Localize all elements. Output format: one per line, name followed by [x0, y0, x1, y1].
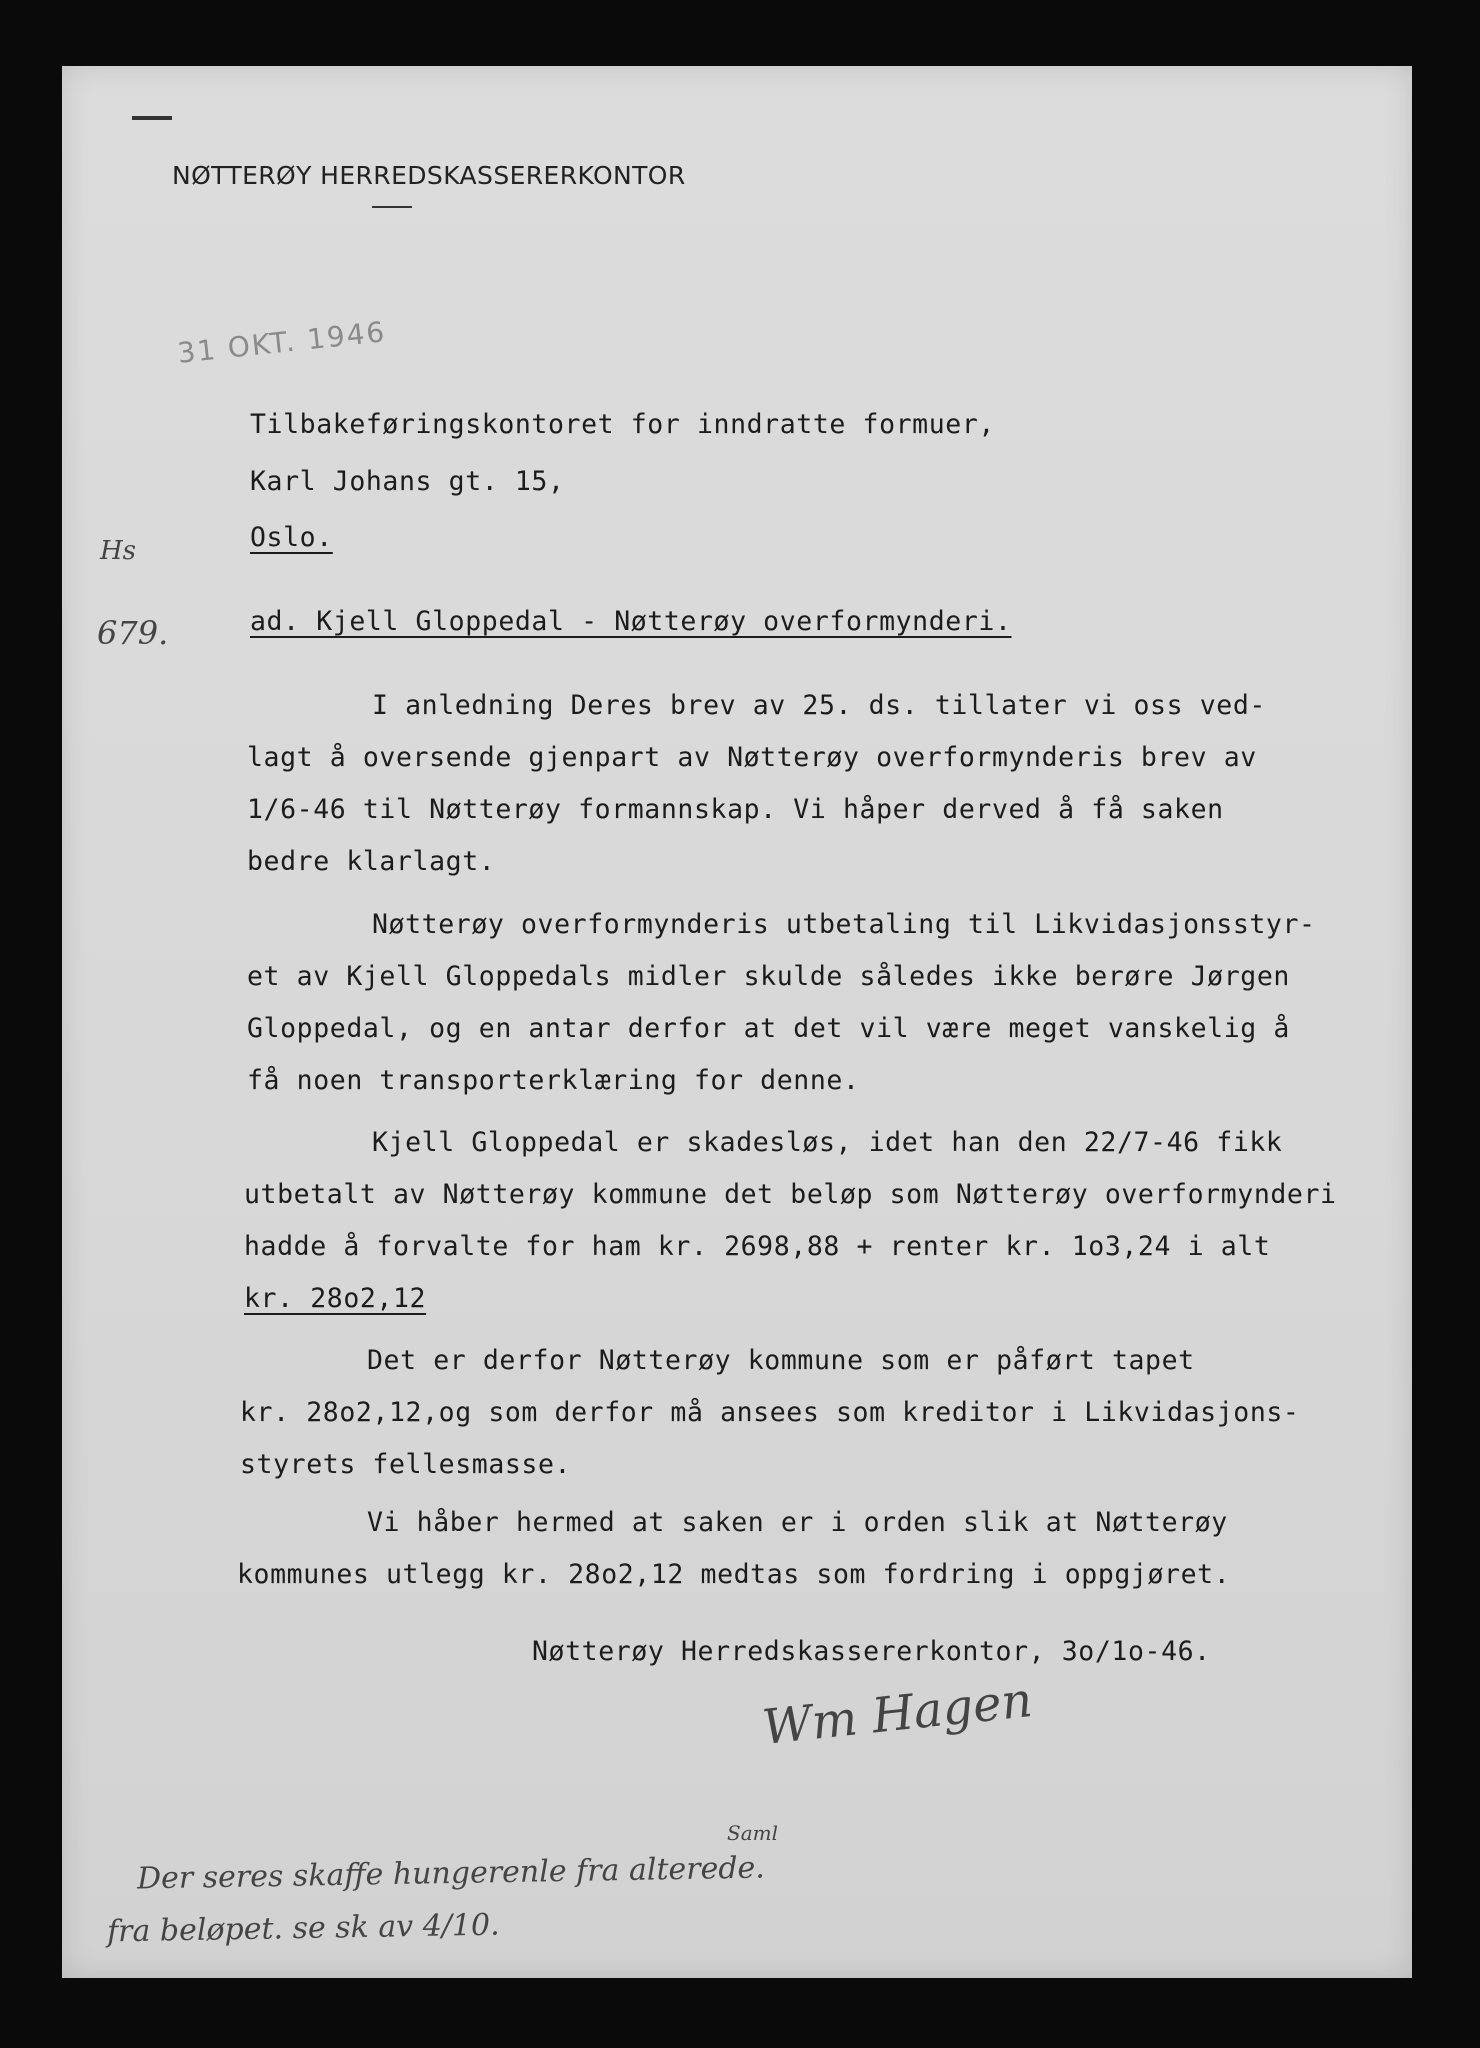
- body-line: Nøtterøy overformynderis utbetaling til Likvidasjonsstyr-: [372, 909, 1316, 940]
- received-date-stamp: 31 OKT. 1946: [175, 315, 388, 370]
- corner-mark: [132, 116, 172, 120]
- body-line: Vi håber hermed at saken er i orden slik at Nøtterøy: [367, 1507, 1228, 1538]
- body-line: hadde å forvalte for ham kr. 2698,88 + renter kr. 1o3,24 i alt: [244, 1231, 1271, 1262]
- handwritten-note-line-1: Der seres skaffe hungerenle fra alterede.: [136, 1850, 766, 1897]
- body-line: 1/6-46 til Nøtterøy formannskap. Vi håper derved å få saken: [247, 794, 1224, 825]
- body-line: kommunes utlegg kr. 28o2,12 medtas som fordring i oppgjøret.: [237, 1559, 1231, 1590]
- body-line: bedre klarlagt.: [247, 846, 496, 877]
- recipient-line-1: Tilbakeføringskontoret for inndratte formuer,: [250, 409, 995, 440]
- body-line: lagt å oversende gjenpart av Nøtterøy overformynderis brev av: [247, 742, 1257, 773]
- margin-note-number: 679.: [97, 614, 169, 652]
- signature: Wm Hagen: [759, 1672, 1035, 1756]
- body-line: utbetalt av Nøtterøy kommune det beløp som Nøtterøy overformynderi: [244, 1179, 1337, 1210]
- recipient-line-2: Karl Johans gt. 15,: [250, 466, 565, 497]
- handwritten-note-insert: Saml: [727, 1821, 778, 1845]
- recipient-city: Oslo.: [250, 522, 333, 553]
- body-line: kr. 28o2,12,og som derfor må ansees som kreditor i Likvidasjons-: [240, 1397, 1300, 1428]
- body-line-amount: kr. 28o2,12: [244, 1283, 427, 1314]
- body-line: et av Kjell Gloppedals midler skulde således ikke berøre Jørgen: [247, 961, 1290, 992]
- body-line: få noen transporterklæring for denne.: [247, 1065, 860, 1096]
- subject-line: ad. Kjell Gloppedal - Nøtterøy overformynderi.: [250, 606, 1012, 637]
- document-page: [62, 66, 1412, 1978]
- letterhead-rule: [372, 206, 412, 208]
- body-line: styrets fellesmasse.: [240, 1449, 572, 1480]
- handwritten-note-line-2: fra beløpet. se sk av 4/10.: [106, 1907, 500, 1950]
- closing-line: Nøtterøy Herredskassererkontor, 3o/1o-46.: [532, 1636, 1211, 1667]
- body-line: Det er derfor Nøtterøy kommune som er påført tapet: [367, 1345, 1195, 1376]
- body-line: I anledning Deres brev av 25. ds. tillater vi oss ved-: [372, 690, 1266, 721]
- margin-note-ref: Hs: [100, 536, 137, 566]
- body-line: Kjell Gloppedal er skadesløs, idet han den 22/7-46 fikk: [372, 1127, 1283, 1158]
- body-line: Gloppedal, og en antar derfor at det vil være meget vanskelig å: [247, 1013, 1290, 1044]
- letterhead: NØTTERØY HERREDSKASSERERKONTOR: [172, 161, 686, 190]
